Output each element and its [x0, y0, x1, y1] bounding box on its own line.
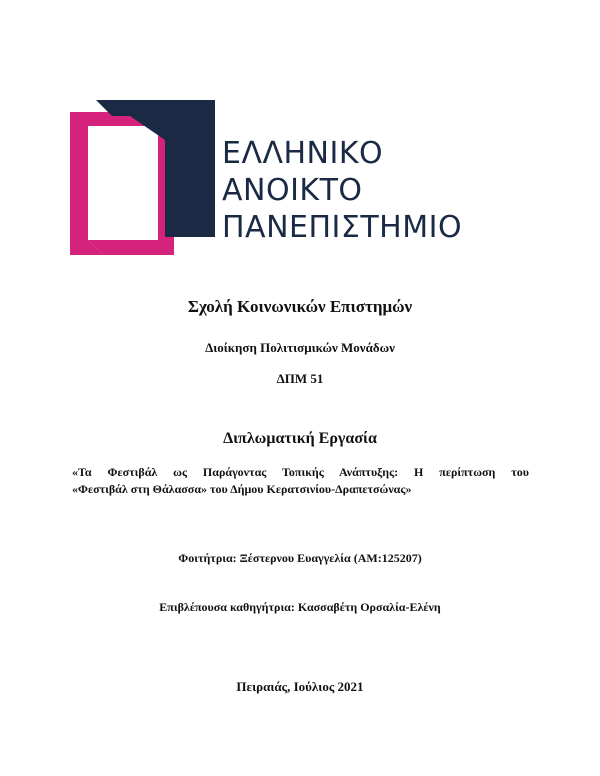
- logo-navy-fill: [130, 116, 215, 237]
- student-name: Φοιτήτρια: Ξέστερνου Ευαγγελία (ΑΜ:125207): [178, 551, 422, 565]
- thesis-title-line1: «Τα Φεστιβάλ ως Παράγοντας Τοπικής Ανάπτυξης: Η περίπτωση του: [72, 465, 529, 479]
- place-date: Πειραιάς, Ιούλιος 2021: [236, 679, 364, 694]
- thesis-title: [72, 464, 529, 498]
- university-name-line3: ΠΑΝΕΠΙΣΤΗΜΙΟ: [222, 210, 463, 245]
- thesis-title-line2: «Φεστιβάλ στη Θάλασσα» του Δήμου Κερατσινίου-Δραπετσώνας»: [72, 482, 412, 496]
- university-name: [222, 135, 462, 246]
- thesis-label: Διπλωματική Εργασία: [223, 430, 377, 447]
- module-code: ΔΠΜ 51: [276, 371, 324, 386]
- university-name-line2: ΑΝΟΙΚΤΟ: [222, 173, 363, 208]
- supervisor-name: Επιβλέπουσα καθηγήτρια: Κασσαβέτη Ορσαλία-Ελένη: [159, 600, 441, 614]
- school-name: Σχολή Κοινωνικών Επιστημών: [187, 297, 413, 316]
- logo-magenta-inner: [88, 126, 174, 255]
- university-name-line1: ΕΛΛΗΝΙΚΟ: [222, 136, 384, 171]
- logo-magenta-shape: [70, 112, 158, 255]
- program-name: Διοίκηση Πολιτισμικών Μονάδων: [205, 340, 395, 355]
